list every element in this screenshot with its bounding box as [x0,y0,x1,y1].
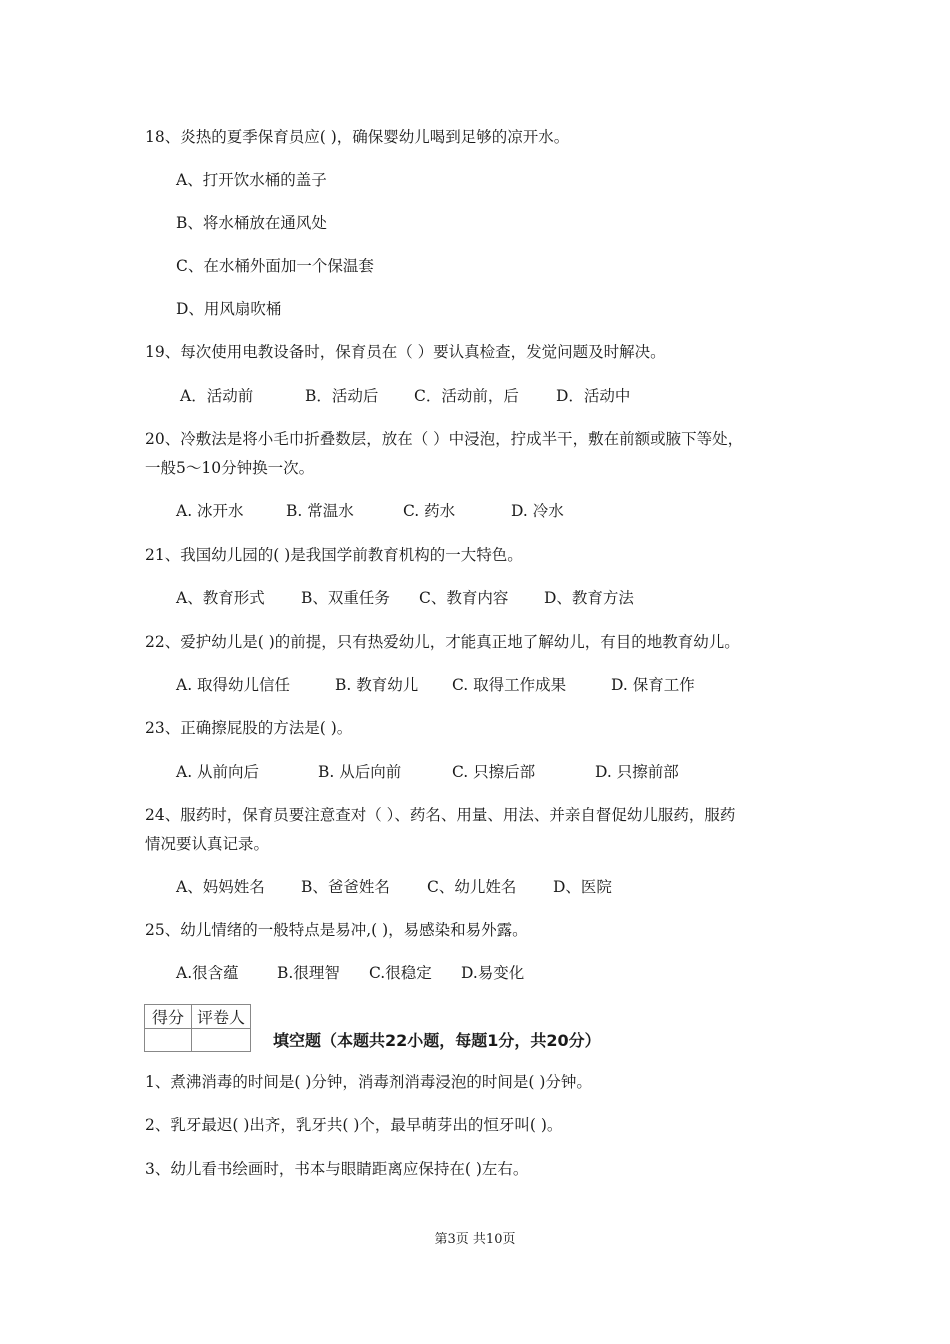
question-24-option-b: B、爸爸姓名 [301,878,390,896]
question-25-option-b: B.很理智 [277,964,340,982]
question-18-option-c: C、在水桶外面加一个保温套 [176,257,374,275]
question-23-option-a: A. 从前向后 [176,763,260,781]
score-label: 得分 [145,1005,192,1029]
question-20-option-c: C. 药水 [403,502,456,520]
fill-in-question-1: 1、煮沸消毒的时间是( )分钟，消毒剂消毒浸泡的时间是( )分钟。 [145,1073,592,1091]
question-24-line-1: 24、服药时，保育员要注意查对（ ）、药名、用量、用法、并亲自督促幼儿服药，服药 [145,806,736,824]
question-18-option-d: D、用风扇吹桶 [176,300,282,318]
question-20-options [176,501,564,521]
reviewer-label: 评卷人 [192,1005,251,1029]
question-25-option-d: D.易变化 [461,964,525,982]
question-22-option-c: C. 取得工作成果 [452,676,567,694]
question-24-option-d: D、医院 [553,878,612,896]
reviewer-cell [192,1029,251,1052]
question-22-option-b: B. 教育幼儿 [335,676,419,694]
score-box [144,1004,251,1052]
question-20-option-d: D. 冷水 [511,502,564,520]
question-21: 21、我国幼儿园的( )是我国学前教育机构的一大特色。 [145,546,523,564]
question-25: 25、幼儿情绪的一般特点是易冲,( )，易感染和易外露。 [145,921,528,939]
question-23: 23、正确擦屁股的方法是( )。 [145,719,353,737]
fill-in-question-3: 3、幼儿看书绘画时，书本与眼睛距离应保持在( )左右。 [145,1160,529,1178]
question-19-option-c: C．活动前，后 [414,387,519,405]
question-24-options [176,877,612,897]
question-24-option-c: C、幼儿姓名 [427,878,517,896]
fill-in-question-2: 2、乳牙最迟( )出齐，乳牙共( )个，最早萌芽出的恒牙叫( )。 [145,1116,563,1134]
question-24-option-a: A、妈妈姓名 [176,878,265,896]
question-20-line-1: 20、冷敷法是将小毛巾折叠数层，放在（ ）中浸泡，拧成半干，敷在前额或腋下等处， [145,430,744,448]
question-18-option-a: A、打开饮水桶的盖子 [176,171,327,189]
question-22-option-d: D. 保育工作 [611,676,695,694]
question-21-options [176,588,634,608]
score-cell [145,1029,192,1052]
question-25-option-a: A.很含蕴 [176,964,239,982]
question-21-option-b: B、双重任务 [301,589,390,607]
question-18-option-b: B、将水桶放在通风处 [176,214,327,232]
question-19-option-d: D．活动中 [556,387,631,405]
question-21-option-c: C、教育内容 [419,589,509,607]
question-21-option-a: A、教育形式 [176,589,265,607]
question-25-option-c: C.很稳定 [369,964,432,982]
question-24-line-2: 情况要认真记录。 [145,835,270,853]
question-23-option-d: D. 只擦前部 [595,763,679,781]
question-21-option-d: D、教育方法 [544,589,634,607]
question-23-option-c: C. 只擦后部 [452,763,536,781]
question-19-options [180,386,630,406]
question-19: 19、每次使用电教设备时，保育员在（ ）要认真检查，发觉问题及时解决。 [145,343,666,361]
question-25-options [176,963,524,983]
question-20-option-a: A. 冰开水 [176,502,244,520]
question-22: 22、爱护幼儿是( )的前提，只有热爱幼儿，才能真正地了解幼儿，有目的地教育幼儿。 [145,633,740,651]
question-23-options [176,762,679,782]
page-footer: 第3页 共10页 [434,1232,516,1247]
question-22-option-a: A. 取得幼儿信任 [176,676,291,694]
question-22-options [176,675,695,695]
question-23-option-b: B. 从后向前 [318,763,402,781]
question-19-option-b: B．活动后 [305,387,379,405]
question-19-option-a: A．活动前 [180,387,254,405]
question-20-line-2: 一般5～10分钟换一次。 [145,459,315,477]
question-20-option-b: B. 常温水 [286,502,354,520]
question-18: 18、炎热的夏季保育员应( )，确保婴幼儿喝到足够的凉开水。 [145,128,570,146]
section-title: 填空题（本题共22小题，每题1分，共20分） [273,1031,601,1050]
